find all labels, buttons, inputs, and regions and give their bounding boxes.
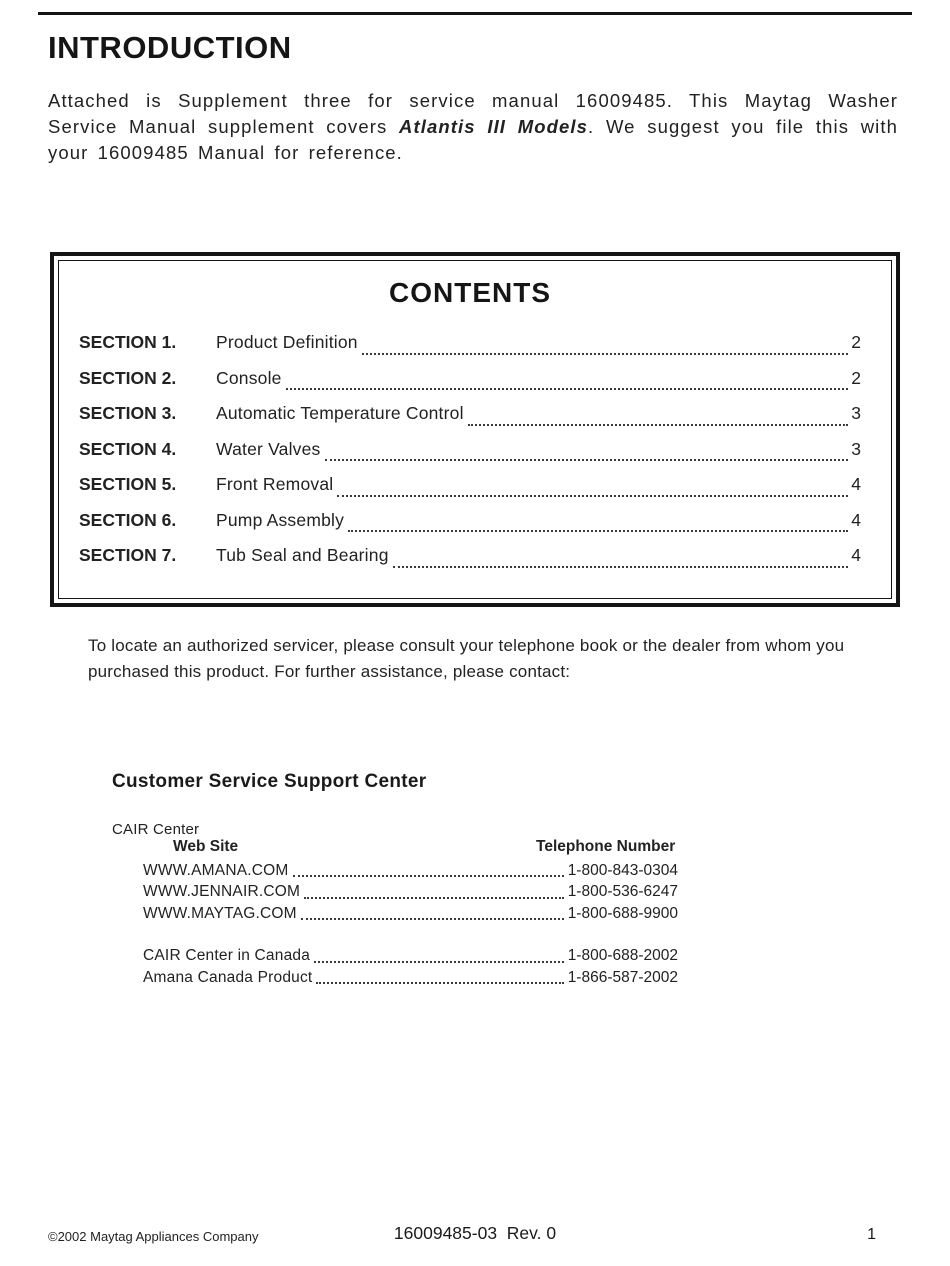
toc-section-label: SECTION 7. bbox=[79, 545, 177, 565]
intro-text-after: . We suggest you file this with your 16009485 Manual for reference. bbox=[48, 116, 899, 163]
toc-section-label: SECTION 1. bbox=[79, 332, 177, 352]
contents-title: CONTENTS bbox=[389, 277, 551, 308]
toc-section-label: SECTION 5. bbox=[79, 474, 177, 494]
toc-row bbox=[79, 432, 861, 468]
contents-box bbox=[50, 252, 900, 607]
dot-leader bbox=[316, 982, 563, 984]
toc-page-number: 2 bbox=[851, 332, 861, 352]
toc-row bbox=[79, 538, 861, 574]
contact-row bbox=[143, 860, 678, 882]
toc-row bbox=[79, 503, 861, 539]
toc-page-number: 3 bbox=[851, 438, 861, 459]
top-divider bbox=[38, 12, 912, 15]
phone-number: 1-800-688-2002 bbox=[567, 947, 678, 964]
dot-leader bbox=[362, 353, 849, 355]
contact-row bbox=[143, 967, 678, 989]
intro-text-emphasis: Atlantis III Models bbox=[399, 116, 589, 137]
phone-number: 1-800-843-0304 bbox=[567, 861, 678, 879]
contact-table-header bbox=[143, 838, 678, 860]
toc-section-label: SECTION 3. bbox=[79, 403, 177, 423]
toc-section-title: Tub Seal and Bearing bbox=[216, 545, 389, 565]
toc-page-number: 3 bbox=[851, 403, 861, 423]
page-title: INTRODUCTION bbox=[48, 30, 292, 65]
contact-label: CAIR Center in Canada bbox=[143, 947, 311, 964]
dot-leader bbox=[286, 388, 849, 390]
dot-leader bbox=[325, 459, 849, 461]
contact-row bbox=[143, 881, 678, 903]
website-label: WWW.MAYTAG.COM bbox=[143, 904, 297, 922]
document-number: 16009485-03 Rev. 0 bbox=[393, 1223, 557, 1243]
dot-leader bbox=[468, 424, 849, 426]
toc-section-title: Front Removal bbox=[216, 474, 334, 494]
dot-leader bbox=[337, 495, 848, 497]
support-heading: Customer Service Support Center bbox=[112, 770, 427, 792]
contact-row bbox=[143, 903, 678, 925]
toc-section-title: Pump Assembly bbox=[216, 509, 345, 530]
website-label: WWW.JENNAIR.COM bbox=[143, 883, 301, 900]
toc-row bbox=[79, 325, 861, 361]
toc-page-number: 4 bbox=[851, 545, 861, 565]
page-number: 1 bbox=[867, 1226, 876, 1243]
dot-leader bbox=[393, 566, 849, 568]
toc-page-number: 2 bbox=[851, 367, 861, 388]
toc-row bbox=[79, 467, 861, 503]
dot-leader bbox=[293, 875, 564, 877]
toc-section-label: SECTION 2. bbox=[79, 367, 177, 388]
intro-paragraph bbox=[48, 88, 898, 166]
copyright-text: ©2002 Maytag Appliances Company bbox=[48, 1229, 259, 1244]
toc-page-number: 4 bbox=[851, 509, 861, 530]
contact-row bbox=[143, 945, 678, 967]
support-section bbox=[112, 771, 950, 989]
toc-section-label: SECTION 4. bbox=[79, 438, 177, 459]
phone-number: 1-800-688-9900 bbox=[567, 904, 678, 922]
intro-text-before: Attached is Supplement three for service manual 16009485. This Maytag Washer Service Manual supplement covers bbox=[48, 90, 898, 137]
dot-leader bbox=[314, 961, 564, 963]
phone-number: 1-800-536-6247 bbox=[567, 883, 678, 900]
toc-page-number: 4 bbox=[851, 474, 861, 494]
contact-label: Amana Canada Product bbox=[143, 968, 313, 986]
support-subheading: CAIR Center bbox=[112, 820, 200, 838]
canada-contact-group bbox=[143, 945, 678, 988]
dot-leader bbox=[301, 918, 564, 920]
website-label: WWW.AMANA.COM bbox=[143, 861, 289, 879]
phone-number: 1-866-587-2002 bbox=[567, 968, 678, 986]
column-header-phone: Telephone Number bbox=[536, 837, 676, 855]
toc-section-title: Water Valves bbox=[216, 438, 321, 459]
toc-row bbox=[79, 396, 861, 432]
dot-leader bbox=[348, 530, 848, 532]
dot-leader bbox=[304, 897, 564, 899]
toc-section-title: Console bbox=[216, 367, 282, 388]
contact-table bbox=[143, 838, 678, 989]
page-footer bbox=[0, 1222, 950, 1246]
servicer-note: To locate an authorized servicer, please consult your telephone book or the dealer from whom you purchased this product. For further assistance, please contact: bbox=[88, 635, 845, 681]
contents-box-inner bbox=[58, 260, 892, 599]
toc-section-title: Product Definition bbox=[216, 332, 358, 352]
toc-section-title: Automatic Temperature Control bbox=[216, 403, 464, 423]
toc-section-label: SECTION 6. bbox=[79, 509, 177, 530]
column-header-website: Web Site bbox=[173, 837, 239, 855]
toc-row bbox=[79, 361, 861, 397]
